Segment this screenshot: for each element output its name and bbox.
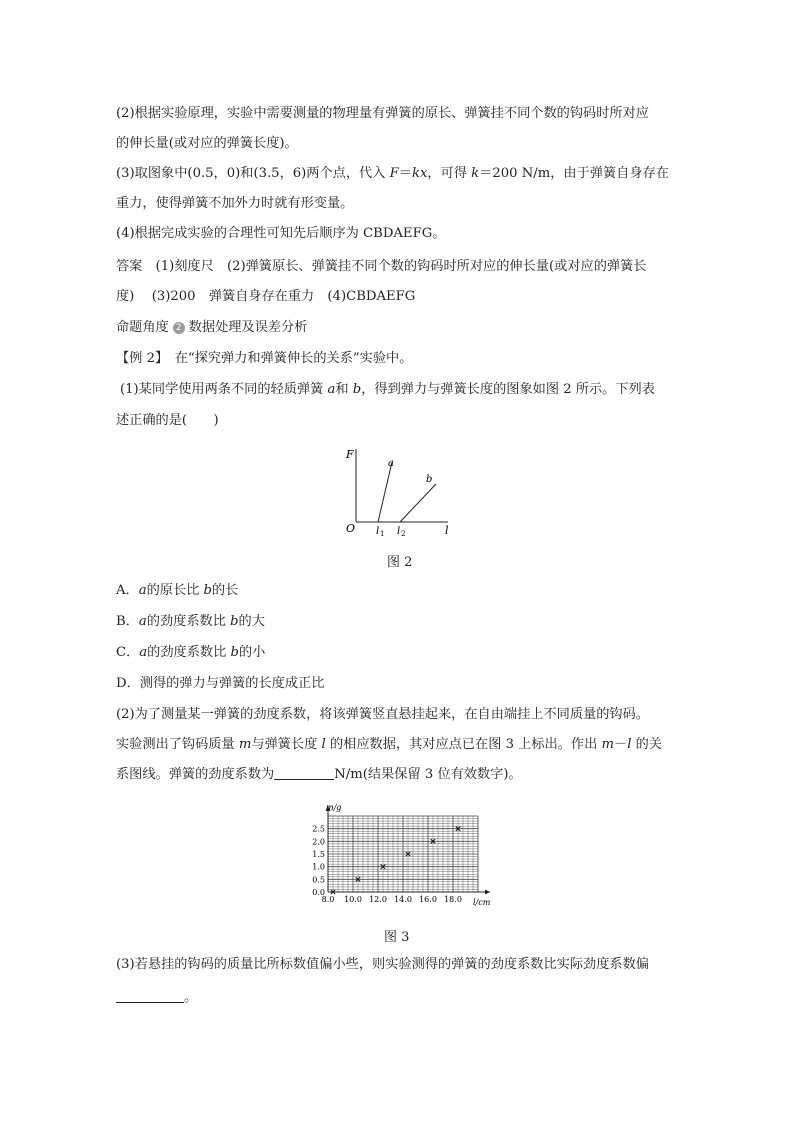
text: 的相应数据，其对应点已在图 3 上标出。作出 [325, 737, 602, 752]
y-tick-label: 2.0 [312, 837, 325, 847]
text: 数据处理及误差分析 [188, 320, 308, 335]
text: 的原长比 [146, 583, 204, 598]
text: 实验测出了钩码质量 [116, 737, 239, 752]
text: (3)取图象中(0.5，0)和(3.5，6)两个点，代入 [116, 166, 390, 181]
text-line [116, 767, 522, 783]
var-l: l [627, 737, 632, 752]
label-l1-sub: 1 [380, 530, 385, 538]
y-tick-label: 0.0 [312, 888, 325, 897]
y-tick-label: 1.5 [312, 850, 325, 859]
option-c[interactable] [116, 645, 265, 661]
text: 命题角度 [116, 320, 169, 335]
x-tick-label: 12.0 [369, 895, 387, 904]
text: N/m(结果保留 3 位有效数字)。 [334, 767, 522, 782]
number-badge: 2 [173, 322, 185, 334]
y-tick-label: 0.5 [312, 875, 325, 885]
text: ，得到弹力与弹簧长度的图象如图 2 所示。下列表 [361, 382, 655, 397]
x-tick-label: 8.0 [321, 895, 335, 904]
var-a: a [327, 382, 336, 397]
text: 与弹簧长度 [251, 737, 322, 752]
label-l2: l [397, 526, 401, 537]
text: 和 [335, 382, 353, 397]
figure-2 [330, 444, 470, 539]
var-a: a [138, 583, 147, 598]
option-letter: B． [116, 614, 139, 629]
x-tick-label: 10.0 [344, 895, 362, 904]
text: 。 [184, 990, 198, 1005]
label-O: O [346, 522, 356, 535]
text: ，可得 [427, 166, 472, 181]
label-a: a [388, 458, 394, 469]
option-a[interactable] [116, 583, 238, 599]
chart-points [331, 826, 460, 894]
text-line [116, 990, 197, 1006]
text: 的长 [212, 583, 239, 598]
y-axis-label: m/g [326, 803, 342, 812]
option-b[interactable] [116, 614, 265, 630]
x-axis-arrow [485, 890, 490, 895]
text: 的劲度系数比 [147, 645, 231, 660]
var-a: a [138, 614, 147, 629]
figure-3 [290, 800, 500, 910]
text: ＝ [398, 166, 412, 181]
var-k: k [471, 166, 480, 181]
text-line: 述正确的是( ) [116, 413, 219, 428]
figure-3-caption: 图 3 [384, 930, 410, 945]
label-l1: l [376, 526, 380, 537]
section-heading [116, 320, 307, 336]
figure-2-caption: 图 2 [387, 555, 413, 570]
answer-blank[interactable] [116, 990, 184, 1003]
text-line: (3)若悬挂的钩码的质量比所标数值偏小些，则实验测得的弹簧的劲度系数比实际劲度系数偏 [116, 957, 649, 972]
x-tick-label: 18.0 [444, 895, 462, 904]
text-line: (2)根据实验原理，实验中需要测量的物理量有弹簧的原长、弹簧挂不同个数的钩码时所对应 [116, 106, 649, 121]
text-line [120, 382, 655, 398]
text: (1)某同学使用两条不同的轻质弹簧 [120, 382, 328, 397]
text-line [116, 166, 669, 182]
x-tick-label: 16.0 [419, 895, 437, 904]
x-tick-label: 14.0 [394, 895, 412, 904]
text: 的小 [238, 645, 266, 660]
var-b: b [203, 583, 212, 598]
y-tick-label: 2.5 [312, 824, 325, 834]
var-b: b [352, 382, 362, 397]
label-F: F [346, 448, 354, 461]
var-l: l [321, 737, 326, 752]
line-b [400, 484, 436, 522]
label-b: b [426, 474, 433, 485]
label-l: l [445, 524, 449, 537]
var-m: m [238, 737, 252, 752]
var-b: b [230, 645, 239, 660]
x-axis-label: l/cm [473, 898, 491, 907]
label-l2-sub: 2 [401, 530, 406, 538]
text-line: 的伸长量(或对应的弹簧长度)。 [116, 136, 298, 151]
option-d[interactable]: D．测得的弹力与弹簧的长度成正比 [116, 676, 325, 691]
option-letter: C． [116, 645, 140, 660]
var-a: a [139, 645, 148, 660]
text-line: (2)为了测量某一弹簧的劲度系数，将该弹簧竖直悬挂起来，在自由端挂上不同质量的钩码。 [116, 707, 649, 722]
option-letter: A． [116, 583, 139, 598]
text: 的关 [631, 737, 662, 752]
example-title: 【例 2】 在“探究弹力和弹簧伸长的关系”实验中。 [116, 351, 413, 366]
line-a [378, 462, 392, 522]
text-line: 重力，使得弹簧不加外力时就有形变量。 [116, 196, 354, 211]
text: － [614, 737, 628, 752]
y-tick-label: 1.0 [312, 862, 325, 872]
chart-axes [326, 806, 491, 895]
var-b: b [230, 614, 239, 629]
var-m: m [601, 737, 614, 752]
chart-grid [328, 816, 478, 892]
text: 系图线。弹簧的劲度系数为 [116, 767, 275, 782]
answer-line: 度) (3)200 弹簧自身存在重力 (4)CBDAEFG [116, 289, 416, 304]
text: 的大 [238, 614, 265, 629]
var-F: F [389, 166, 399, 181]
text-line: (4)根据完成实验的合理性可知先后顺序为 CBDAEFG。 [116, 226, 446, 241]
answer-blank[interactable] [274, 767, 334, 780]
text: ＝200 N/m，由于弹簧自身存在 [479, 166, 669, 181]
text: 的劲度系数比 [146, 614, 231, 629]
var-kx: kx [411, 166, 428, 181]
answer-line: 答案 (1)刻度尺 (2)弹簧原长、弹簧挂不同个数的钩码时所对应的伸长量(或对应的弹簧长 [116, 259, 647, 274]
text-line [116, 737, 662, 753]
